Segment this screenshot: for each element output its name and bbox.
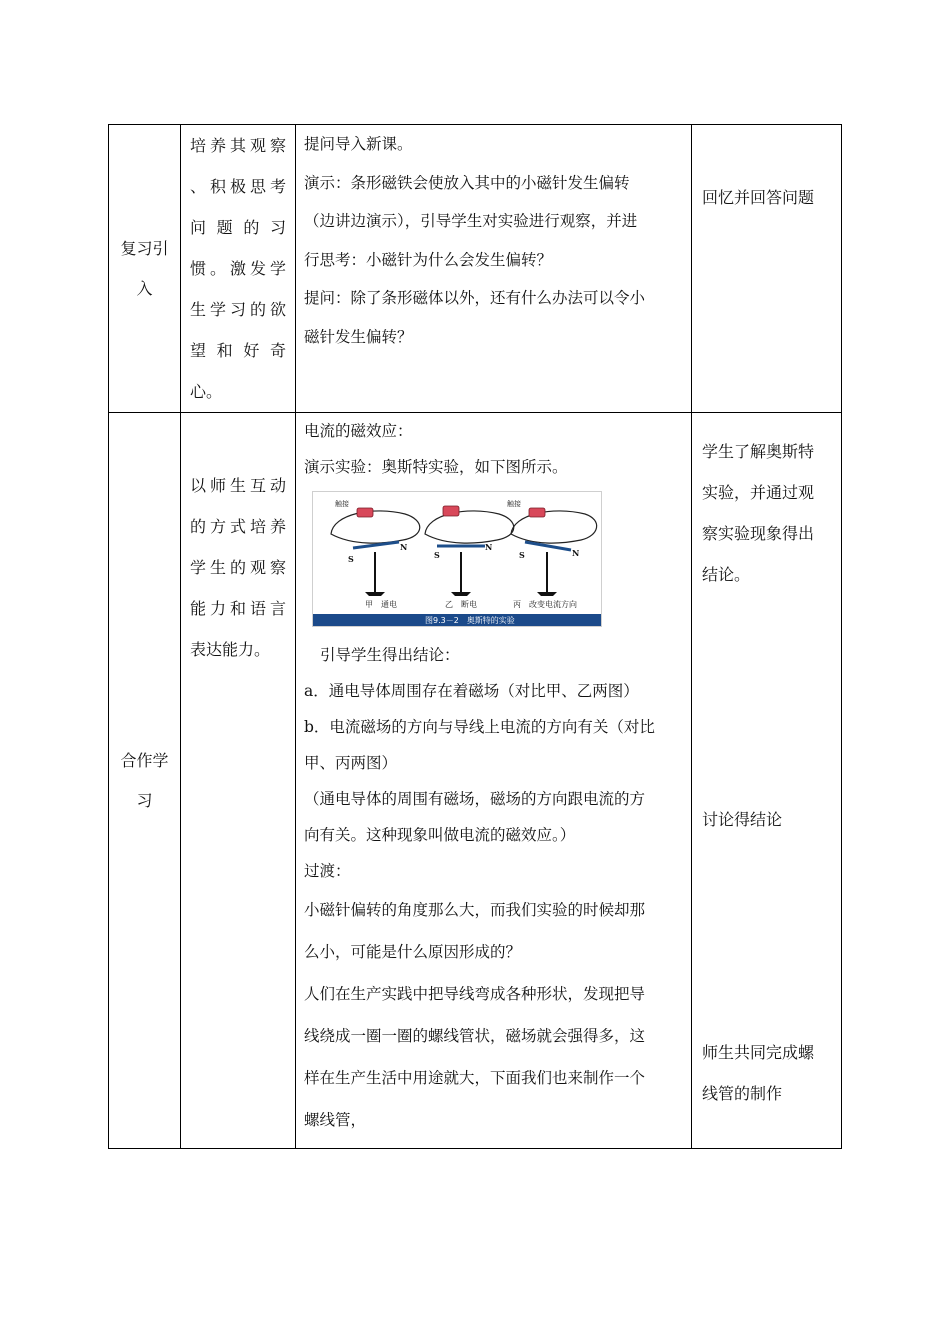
- student-activity: 学生了解奥斯特: [702, 442, 815, 461]
- student-activity: 实验，并通过观: [702, 483, 815, 502]
- content-line: 演示：条形磁铁会使放入其中的小磁针发生偏转: [304, 173, 630, 192]
- table-row-coop: [109, 413, 842, 1149]
- content-line: （通电导体的周围有磁场，磁场的方向跟电流的方: [304, 790, 646, 808]
- stage-text: 复习引: [120, 238, 169, 258]
- content-line: 行思考：小磁针为什么会发生偏转？: [304, 250, 553, 269]
- student-cell-coop: [692, 413, 842, 1149]
- content-line: 电流的磁效应：: [304, 422, 413, 440]
- goal-line: 以师生互动: [190, 476, 286, 495]
- pole-label: N: [572, 548, 580, 558]
- contact-label: 触接: [335, 500, 349, 508]
- table-row-review: [109, 125, 842, 413]
- goal-line: 能力和语言: [190, 599, 286, 618]
- content-line: 甲、丙两图）: [304, 754, 398, 772]
- stage-text: 合作学: [120, 750, 169, 770]
- student-activity: 师生共同完成螺: [702, 1043, 815, 1062]
- content-line: 螺线管，: [304, 1111, 367, 1129]
- stage-cell-coop: [109, 413, 181, 1149]
- student-activity: 结论。: [702, 565, 751, 584]
- lesson-plan-table: [108, 124, 842, 1149]
- goal-line: 学生的观察: [190, 558, 286, 577]
- goal-line: 问题的习: [190, 218, 286, 237]
- student-cell-review: [692, 125, 842, 413]
- goal-cell-coop: [181, 413, 296, 1149]
- content-cell-review: [296, 125, 692, 413]
- goal-line: 的方式培养: [190, 517, 286, 536]
- pole-label: S: [348, 554, 354, 564]
- pole-label: N: [400, 542, 408, 552]
- stage-text: 习: [136, 790, 153, 810]
- student-activity: 线管的制作: [702, 1084, 783, 1103]
- student-activity: 察实验现象得出: [702, 524, 815, 543]
- goal-line: 生学习的欲: [190, 300, 286, 319]
- goal-line: 、积极思考: [190, 177, 286, 196]
- figure-caption: 图9.3－2 奥斯特的实验: [425, 616, 515, 625]
- content-line: 小磁针偏转的角度那么大，而我们实验的时候却那: [304, 901, 646, 919]
- content-line: 提问导入新课。: [304, 135, 413, 153]
- stage-cell-review: [109, 125, 181, 413]
- stage-text: 入: [136, 278, 153, 298]
- content-line: a．通电导体周围存在着磁场（对比甲、乙两图）: [304, 682, 639, 700]
- pole-label: S: [519, 550, 525, 560]
- content-line: 线绕成一圈一圈的螺线管状，磁场就会强得多，这: [304, 1027, 646, 1045]
- content-line: 过渡：: [304, 862, 351, 880]
- content-line: 提问：除了条形磁体以外，还有什么办法可以令小: [304, 289, 646, 307]
- content-line: b．电流磁场的方向与导线上电流的方向有关（对比: [304, 718, 655, 736]
- student-activity: 讨论得结论: [702, 810, 783, 829]
- pole-label: S: [434, 550, 440, 560]
- pole-label: N: [485, 542, 493, 552]
- figure-subcaption: 乙 断电: [445, 600, 477, 609]
- content-line: 样在生产生活中用途就大，下面我们也来制作一个: [304, 1069, 646, 1087]
- goal-line: 培养其观察: [190, 136, 286, 155]
- oersted-diagram: [313, 492, 601, 614]
- goal-line: 惯。激发学: [190, 259, 286, 278]
- oersted-experiment-figure: [312, 491, 602, 627]
- content-cell-coop: [296, 413, 692, 1149]
- content-line: 磁针发生偏转？: [304, 327, 413, 346]
- student-activity: 回忆并回答问题: [702, 188, 815, 207]
- goal-line: 望和好奇: [190, 341, 286, 360]
- content-line: （边讲边演示），引导学生对实验进行观察，并进: [304, 212, 638, 230]
- content-line: 演示实验：奥斯特实验，如下图所示。: [304, 458, 568, 476]
- goal-cell-review: [181, 125, 296, 413]
- content-line: 么小，可能是什么原因形成的？: [304, 943, 522, 961]
- goal-line: 表达能力。: [190, 640, 271, 659]
- goal-line: 心。: [190, 382, 223, 401]
- contact-label: 触接: [507, 500, 521, 508]
- content-line: 人们在生产实践中把导线弯成各种形状，发现把导: [304, 985, 646, 1003]
- content-line: 向有关。这种现象叫做电流的磁效应。）: [304, 826, 576, 844]
- content-line: 引导学生得出结论：: [320, 646, 460, 664]
- figure-subcaption: 甲 通电: [365, 600, 397, 609]
- figure-subcaption: 丙 改变电流方向: [513, 600, 577, 609]
